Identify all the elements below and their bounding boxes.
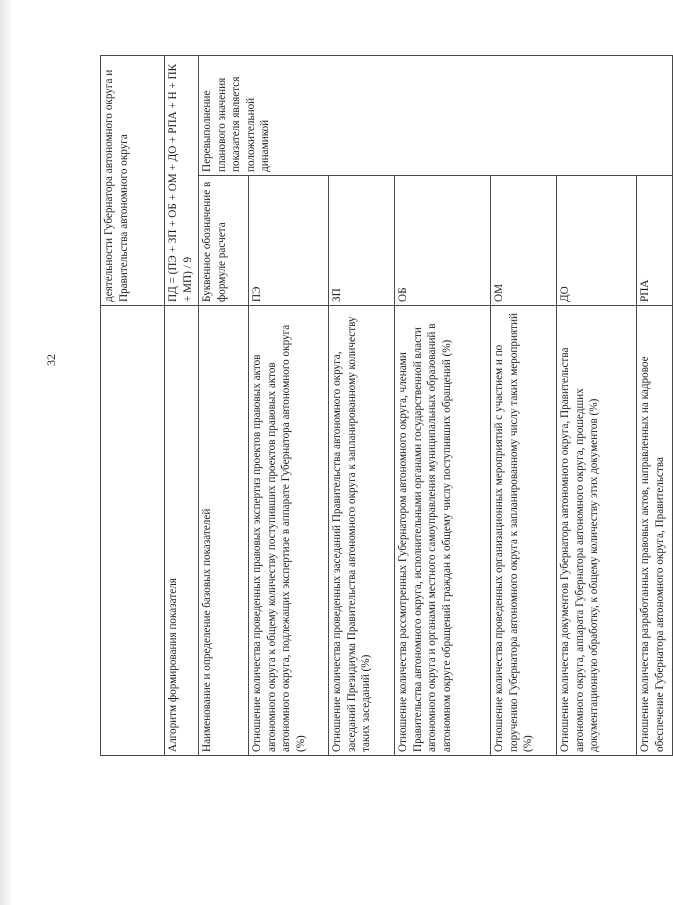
indicator-letter: ОМ: [491, 176, 557, 306]
table-row: [199, 55, 249, 755]
indicator-definition: Отношение количества рассмотренных Губернатором автономного округа, членами Правительства автономного округа, исполнительными органами государственной власти автономного округа и органами местного самоуправления муниципальных образований в автономном округе обращений граждан к общему числу поступивших обращений (%): [395, 306, 491, 756]
indicator-letter: ОБ: [395, 176, 491, 306]
indicator-letter: ДО: [557, 176, 637, 306]
indicator-table: [100, 55, 673, 756]
table-row: [101, 55, 165, 755]
indicator-definition: Отношение количества проведенных заседаний Правительства автономного округа, заседаний Президиума Правительства автономного округа к запланированному количеству таких заседаний (%): [329, 306, 395, 756]
indicator-letter: ЗП: [329, 176, 395, 306]
scan-edge-shadow: [0, 0, 11, 905]
indicator-definition: Отношение количества разработанных правовых актов, направленных на кадровое обеспечение Губернатора автономного округа, Правительства: [637, 306, 673, 756]
page-number: 32: [44, 354, 58, 366]
letter-header: Буквенное обозначение в формуле расчета: [199, 176, 249, 306]
algorithm-label-cell: Алгоритм формирования показателя: [165, 306, 199, 756]
indicator-letter: ПЭ: [249, 176, 329, 306]
indicator-letter: РПА: [637, 176, 673, 306]
table-row: [165, 55, 199, 755]
indicator-definition: Отношение количества проведенных правовых экспертиз проектов правовых актов автономного округа к общему количеству поступивших проектов правовых актов автономного округа, подлежащих экспертизе в аппарате Губернатора автономного округа (%): [249, 306, 329, 756]
indicator-definition: Отношение количества документов Губернатора автономного округа, Правительства автономного округа, аппарата Губернатора автономного округа, прошедших документационную обработку, к общему количеству этих документов (%): [557, 306, 637, 756]
rotated-page-content: [100, 56, 666, 756]
activity-label-cell: [101, 306, 165, 756]
algorithm-formula-cell: ПД = (ПЭ + ЗП + ОБ + ОМ + ДО + РПА + Н + ПК + МП) / 9: [165, 55, 199, 305]
dynamics-note-cell: Перевыполнение планового значения показателя является положительной динамикой: [199, 55, 673, 175]
indicator-name-header: Наименование и определение базовых показателей: [199, 306, 249, 756]
indicator-definition: Отношение количества проведенных организационных мероприятий с участием и по поручению Губернатора автономного округа к запланированному числу таких мероприятий (%): [491, 306, 557, 756]
activity-value-cell: деятельности Губернатора автономного округа и Правительства автономного округа: [101, 55, 165, 305]
